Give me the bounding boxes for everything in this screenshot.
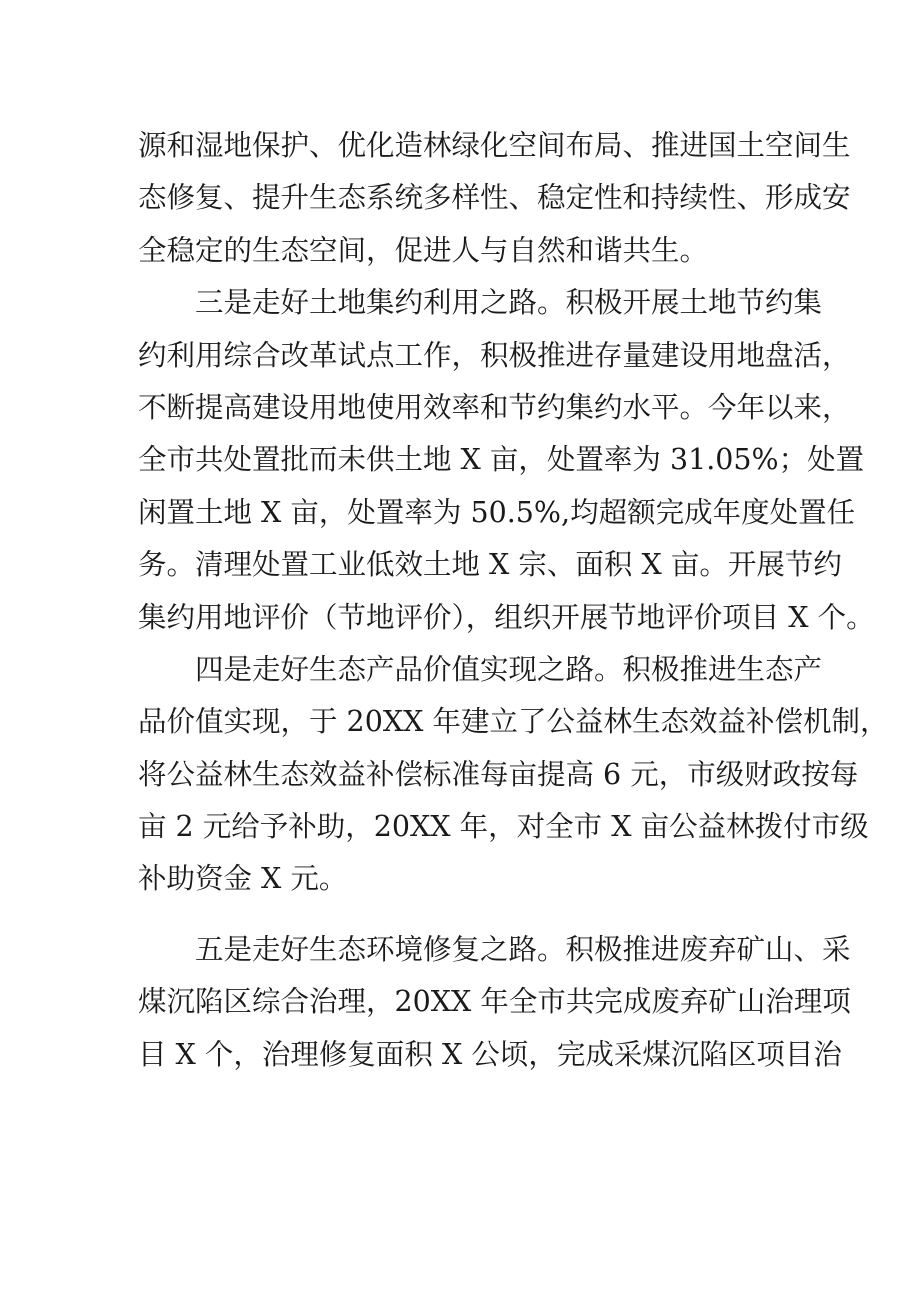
- text-line: 全稳定的生态空间，促进人与自然和谐共生。: [138, 233, 709, 267]
- text-line: 源和湿地保护、优化造林绿化空间布局、推进国土空间生: [138, 129, 851, 162]
- paragraph-eco-products: [138, 644, 889, 906]
- text-line: 目 X 个，治理修复面积 X 公顷，完成采煤沉陷区项目治: [138, 1037, 842, 1071]
- text-line: 四是走好生态产品价值实现之路。积极推进生态产: [195, 652, 823, 686]
- text-line: 不断提高建设用地使用效率和节约集约水平。今年以来，: [138, 390, 851, 424]
- text-line: 三是走好土地集约利用之路。积极开展土地节约集: [195, 286, 823, 320]
- text-line: 全市共处置批而未供土地 X 亩，处置率为 31.05%；处置: [138, 443, 865, 477]
- text-line: 务。清理处置工业低效土地 X 宗、面积 X 亩。开展节约: [138, 548, 842, 582]
- document-body: [138, 120, 889, 1081]
- text-line: 集约用地评价（节地评价），组织开展节地评价项目 X 个。: [138, 600, 875, 634]
- text-line: 闲置土地 X 亩，处置率为 50.5%,均超额完成年度处置任: [138, 495, 856, 529]
- paragraph-land-use: [138, 277, 875, 644]
- text-line: 将公益林生态效益补偿标准每亩提高 6 元，市级财政按每: [138, 757, 859, 791]
- text-line: 五是走好生态环境修复之路。积极推进废弃矿山、采: [195, 932, 851, 966]
- text-line: 态修复、提升生态系统多样性、稳定性和持续性、形成安: [138, 181, 851, 215]
- text-line: 煤沉陷区综合治理，20XX 年全市共完成废弃矿山治理项: [138, 985, 851, 1019]
- paragraph-ecology-continued: [138, 120, 851, 277]
- text-line: 补助资金 X 元。: [138, 862, 348, 896]
- text-line: 品价值实现，于 20XX 年建立了公益林生态效益补偿机制，: [138, 705, 889, 739]
- text-line: 亩 2 元给予补助，20XX 年，对全市 X 亩公益林拨付市级: [138, 810, 869, 844]
- text-line: 约利用综合改革试点工作，积极推进存量建设用地盘活，: [138, 338, 851, 372]
- paragraph-restoration: [138, 924, 851, 1081]
- paragraph-spacing: [138, 906, 783, 924]
